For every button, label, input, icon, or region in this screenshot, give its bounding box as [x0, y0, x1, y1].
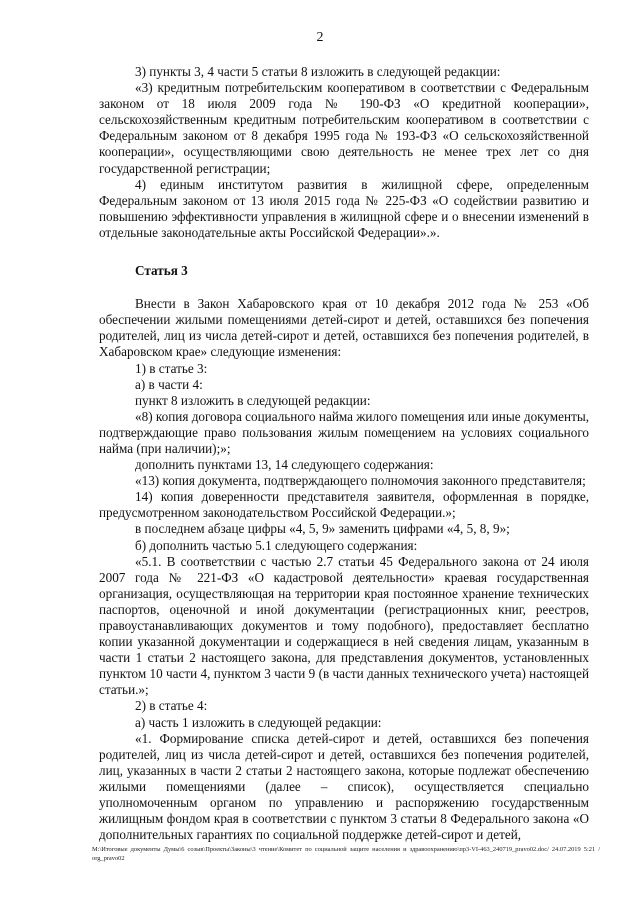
document-paragraph: б) дополнить частью 5.1 следующего содержания: — [135, 537, 418, 553]
document-paragraph: а) часть 1 изложить в следующей редакции: — [135, 714, 382, 730]
document-paragraph: «5.1. В соответствии с частью 2.7 статьи 45 Федерального закона от 24 июля 2007 года № 221-ФЗ «О кадастровой деятельности» краевая государственная организация, осуществляющая на территории края постоянное хранение технических паспортов, оценочной и иной документации (регистрационных книг, реестров, правоустанавливающих документов и тому подобного), предоставляет бесплатно копии указанной документации и содержащиеся в ней сведения лицам, указанным в части 1 статьи 2 настоящего закона, для представления документов, установленных пунктом 10 части 4, пунктом 3 части 9 (в части данных технического учета) настоящей статьи.»; — [99, 553, 589, 698]
document-paragraph: «8) копия договора социального найма жилого помещения или иные документы, подтверждающие право пользования жилым помещением на условиях социального найма (при наличии);»; — [99, 408, 589, 456]
document-paragraph: 2) в статье 4: — [135, 698, 208, 714]
document-paragraph: 1) в статье 3: — [135, 360, 208, 376]
document-paragraph: а) в части 4: — [135, 376, 203, 392]
document-paragraph: «1. Формирование списка детей-сирот и детей, оставшихся без попечения родителей, лиц из числа детей-сирот и детей, оставшихся без попечения родителей, лиц, указанных в части 2 статьи 2 настоящего закона, которые подлежат обеспечению жилыми помещениями (далее – список), осуществляется специально уполномоченным органом по управлению и распоряжению государственным жилищным фондом края в соответствии с пунктом 3 статьи 8 Федерального закона «О дополнительных гарантиях по социальной поддержке детей-сирот и детей, — [99, 730, 589, 843]
document-paragraph: пункт 8 изложить в следующей редакции: — [135, 392, 371, 408]
document-paragraph: дополнить пунктами 13, 14 следующего содержания: — [135, 457, 434, 473]
document-paragraph: 4) единым институтом развития в жилищной сфере, определенным Федеральным законом от 13 июля 2015 года № 225-ФЗ «О содействии развитию и повышению эффективности управления в жилищной сфере и о внесении изменений в отдельные законодательные акты Российской Федерации».». — [99, 176, 589, 240]
document-paragraph: «3) кредитным потребительским кооперативом в соответствии с Федеральным законом от 18 июля 2009 года № 190-ФЗ «О кредитной кооперации», сельскохозяйственным кредитным потребительским кооперативом в соответствии с Федеральным законом от 8 декабря 1995 года № 193-ФЗ «О сельскохозяйственной кооперации», осуществляющими свою деятельность не менее трех лет со дня государственной регистрации; — [99, 80, 589, 176]
document-paragraph: в последнем абзаце цифры «4, 5, 9» заменить цифрами «4, 5, 8, 9»; — [135, 521, 510, 537]
page-number: 2 — [316, 30, 324, 45]
article-heading: Статья 3 — [135, 263, 188, 279]
document-paragraph: «13) копия документа, подтверждающего полномочия законного представителя; — [135, 473, 586, 489]
document-footer-path: M:\Итоговые документы Думы\6 созыв\Проекты\Законы\3 чтение\Комитет по социальной защите населения и здравоохранению\пр3-VI-463_240719_pravo02.doc/ 24.07.2019 5:21 / org_pravo02 — [92, 846, 600, 862]
document-paragraph: 3) пункты 3, 4 части 5 статьи 8 изложить в следующей редакции: — [135, 64, 501, 79]
document-paragraph: 14) копия доверенности представителя заявителя, оформленная в порядке, предусмотренном законодательством Российской Федерации.»; — [99, 489, 589, 521]
document-body — [99, 64, 589, 843]
document-paragraph: Внести в Закон Хабаровского края от 10 декабря 2012 года № 253 «Об обеспечении жилыми помещениями детей-сирот и детей, оставшихся без попечения родителей, лиц из числа детей-сирот и детей, оставшихся без попечения родителей, в Хабаровском крае» следующие изменения: — [99, 296, 589, 360]
